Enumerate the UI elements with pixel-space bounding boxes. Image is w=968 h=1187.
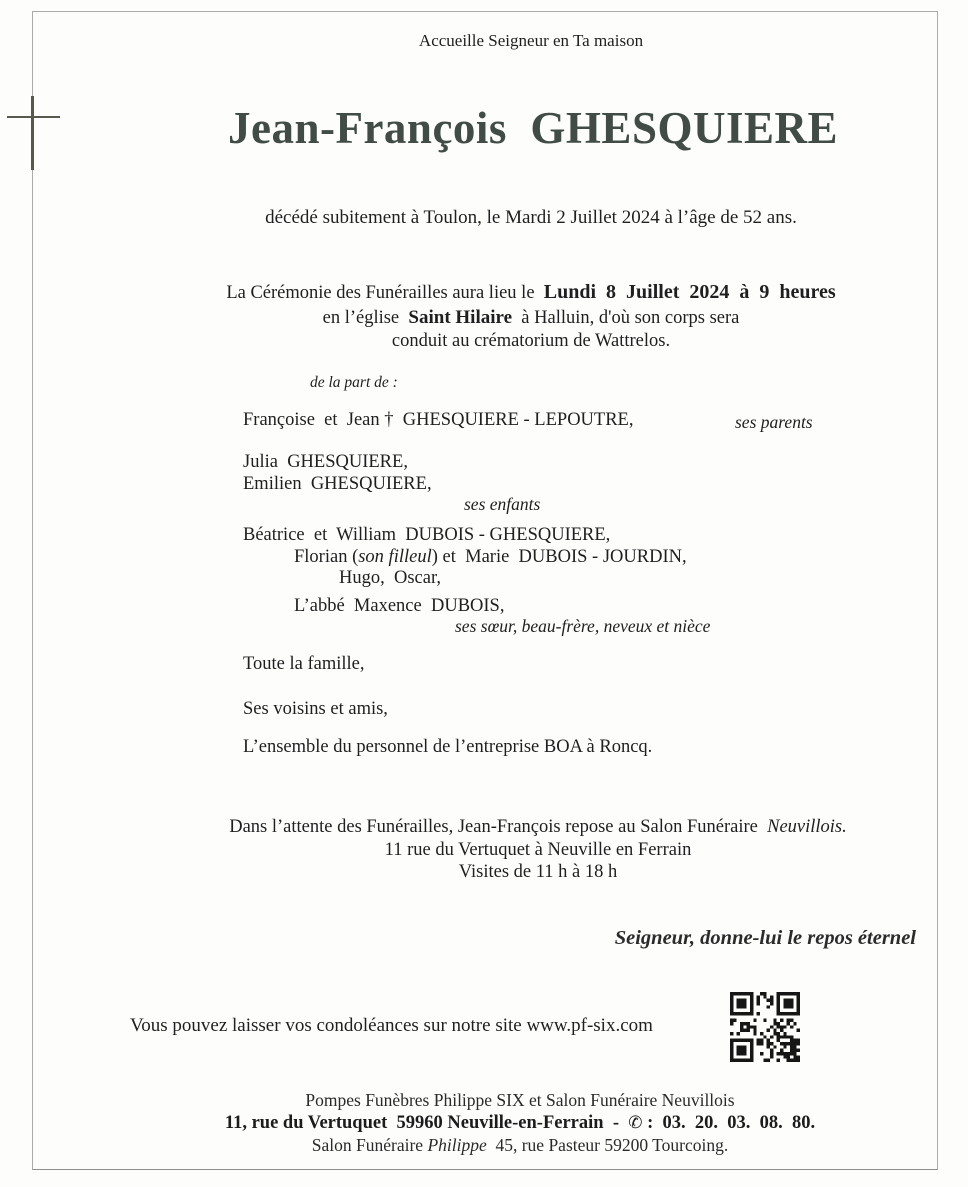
footer-salon-line (100, 1134, 940, 1157)
ceremony-date: Lundi 8 Juillet 2024 à 9 heures (543, 281, 836, 303)
footer-separator: - (603, 1112, 629, 1133)
church-name: Saint Hilaire (408, 306, 513, 328)
parents-line: Françoise et Jean † GHESQUIERE - LEPOUTRE, (243, 410, 634, 430)
salon-philippe: Philippe (427, 1135, 487, 1155)
ceremony-details (150, 281, 912, 354)
footer (100, 1089, 940, 1157)
phone-icon: ✆ (628, 1112, 643, 1133)
ceremony-line-1 (150, 281, 912, 306)
death-notice: décédé subitement à Toulon, le Mardi 2 Juillet 2024 à l’âge de 52 ans. (265, 207, 797, 228)
ceremony-line-3: conduit au crématorium de Wattrelos. (391, 331, 671, 351)
godson-post: ) et Marie DUBOIS - JOURDIN, (431, 547, 687, 567)
repose-address: 11 rue du Vertuquet à Neuville en Ferrain (384, 839, 692, 860)
cross-icon (31, 96, 34, 170)
sibling-line (294, 547, 687, 568)
footer-company-line: Pompes Funèbres Philippe SIX et Salon Funéraire Neuvillois (305, 1090, 735, 1110)
repose-hours: Visites de 11 h à 18 h (458, 862, 618, 882)
sibling-line: Hugo, Oscar, (339, 568, 442, 588)
church-post: à Halluin, d'où son corps sera (512, 307, 740, 328)
footer-address: 11, rue du Vertuquet 59960 Neuville-en-Ferrain (224, 1112, 604, 1133)
qr-code (729, 992, 801, 1062)
card-border (32, 11, 938, 1170)
ceremony-line-2 (150, 306, 912, 331)
ceremony-intro: La Cérémonie des Funérailles aura lieu le (226, 283, 544, 303)
salon-post: 45, rue Pasteur 59200 Tourcoing. (486, 1135, 729, 1155)
epigraph: Accueille Seigneur en Ta maison (418, 31, 644, 50)
salon-pre: Salon Funéraire (311, 1135, 428, 1155)
godson-pre: Florian ( (294, 547, 359, 567)
salon-name: Neuvillois. (767, 817, 847, 837)
parents-label: ses parents (735, 412, 813, 432)
family-intro: de la part de : (310, 374, 398, 391)
family-line: Toute la famille, (243, 654, 365, 674)
condolences-text: Vous pouvez laisser vos condoléances sur notre site www.pf-six.com (130, 1015, 653, 1036)
deceased-name: Jean-François GHESQUIERE (227, 103, 839, 153)
repose-info (157, 816, 919, 884)
sibling-line: Béatrice et William DUBOIS - GHESQUIERE, (243, 525, 611, 545)
cross-icon (7, 116, 60, 118)
child-line: Julia GHESQUIERE, (243, 452, 408, 472)
footer-phone-number: : 03. 20. 03. 08. 80. (642, 1112, 816, 1133)
repose-pre: Dans l’attente des Funérailles, Jean-François repose au Salon Funéraire (229, 817, 768, 837)
children-label: ses enfants (464, 494, 541, 514)
abbe-line: L’abbé Maxence DUBOIS, (294, 596, 505, 616)
neighbors-line: Ses voisins et amis, (243, 699, 388, 719)
church-pre: en l’église (322, 307, 409, 328)
prayer-line: Seigneur, donne-lui le repos éternel (614, 927, 916, 949)
siblings-label: ses sœur, beau-frère, neveux et nièce (455, 616, 711, 636)
repose-line-1 (157, 816, 919, 839)
footer-address-line (100, 1112, 940, 1135)
child-line: Emilien GHESQUIERE, (243, 474, 432, 494)
company-line: L’ensemble du personnel de l’entreprise BOA à Roncq. (243, 737, 653, 757)
godson-note: son filleul (358, 547, 432, 567)
